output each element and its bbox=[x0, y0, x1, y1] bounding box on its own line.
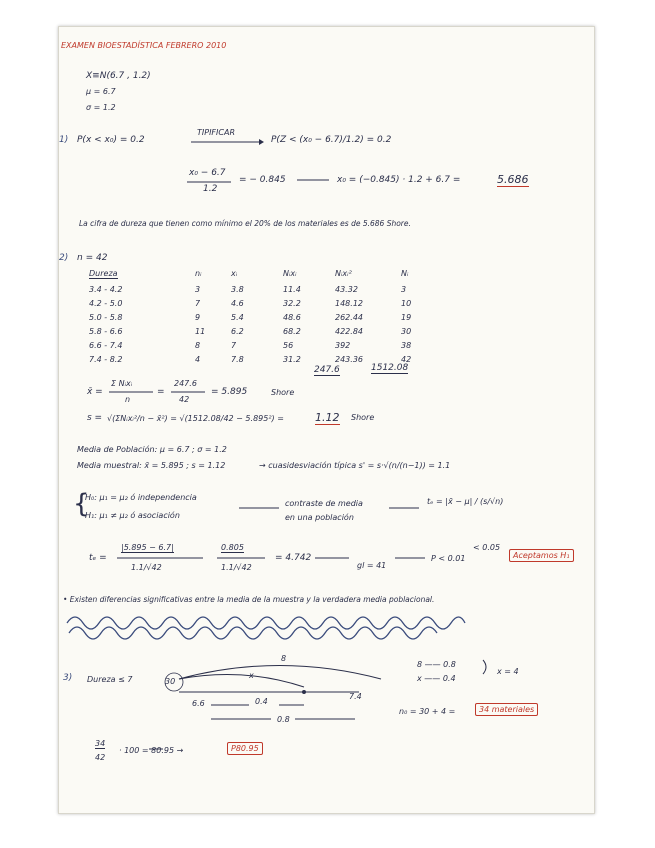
table-cell: 148.12 bbox=[335, 299, 363, 308]
tipificar-label: TIPIFICAR bbox=[197, 128, 236, 137]
sigma-value: σ = 1.2 bbox=[86, 103, 116, 112]
q3-0-8: 0.8 bbox=[277, 715, 290, 724]
q3-0-4: 0.4 bbox=[255, 697, 268, 706]
q1-z-value: = − 0.845 bbox=[239, 175, 286, 185]
pct-den: 42 bbox=[95, 753, 106, 762]
sd-result: 1.12 bbox=[315, 411, 340, 424]
table-header: Dureza bbox=[89, 269, 118, 278]
sample-mean: Media muestral: x̄ = 5.895 ; s = 1.12 bbox=[77, 461, 226, 470]
mean-num: 247.6 bbox=[174, 379, 197, 388]
table-cell: 30 bbox=[401, 327, 412, 336]
mean-lhs: x̄ = bbox=[87, 387, 103, 397]
te2-numerator: 0.805 bbox=[221, 543, 244, 552]
q2-conclusion: • Existen diferencias significativas entre la media de la muestra y la verdadera media poblacional. bbox=[63, 595, 435, 604]
exam-sheet bbox=[58, 26, 595, 814]
table-cell: 7 bbox=[231, 341, 237, 350]
q3-span-top: 8 bbox=[281, 654, 287, 663]
table-cell: 5.8 - 6.6 bbox=[89, 327, 123, 336]
table-cell: 48.6 bbox=[283, 313, 301, 322]
mu-value: μ = 6.7 bbox=[86, 87, 116, 96]
table-cell: 9 bbox=[195, 313, 201, 322]
tipificar-arrowhead bbox=[259, 139, 264, 145]
q3-label: 3) bbox=[63, 673, 73, 683]
distribution: X≡N(6.7 , 1.2) bbox=[86, 71, 151, 81]
q3-x-arc bbox=[179, 675, 304, 688]
table-header: nᵢ bbox=[195, 269, 202, 278]
h0: H₀: μ₁ = μ₂ ó independencia bbox=[85, 493, 197, 502]
alpha: < 0.05 bbox=[473, 543, 501, 552]
q1-frac-num: x₀ − 6.7 bbox=[189, 168, 226, 178]
hypothesis-brace: { bbox=[73, 489, 90, 519]
q3-x: x bbox=[249, 671, 254, 680]
q3-count: 30 bbox=[165, 677, 176, 686]
table-cell: 4 bbox=[195, 355, 201, 364]
table-cell: 42 bbox=[401, 355, 412, 364]
mean-den: 42 bbox=[179, 395, 190, 404]
te-lhs: tₑ = bbox=[89, 553, 107, 563]
exam-header: EXAMEN BIOESTADÍSTICA FEBRERO 2010 bbox=[61, 41, 227, 50]
table-header: xᵢ bbox=[231, 269, 238, 278]
sample-size: n = 42 bbox=[77, 253, 108, 263]
sheet-drawings bbox=[59, 27, 594, 813]
table-cell: 4.6 bbox=[231, 299, 244, 308]
q2-label: 2) bbox=[59, 253, 69, 263]
q1-frac-den: 1.2 bbox=[203, 184, 218, 194]
q3-6-6: 6.6 bbox=[192, 699, 205, 708]
table-cell: 262.44 bbox=[335, 313, 363, 322]
total-nx: 247.6 bbox=[314, 365, 340, 375]
table-cell: 68.2 bbox=[283, 327, 301, 336]
table-cell: 5.4 bbox=[231, 313, 244, 322]
table-cell: 4.2 - 5.0 bbox=[89, 299, 123, 308]
table-cell: 7.8 bbox=[231, 355, 244, 364]
q3-count-circle bbox=[165, 673, 183, 691]
mean-result: = 5.895 bbox=[211, 387, 248, 397]
q1-conclusion: La cifra de dureza que tienen como mínimo el 20% de los materiales es de 5.686 Shore. bbox=[79, 219, 411, 228]
mean-unit: Shore bbox=[271, 388, 295, 397]
table-header: Nᵢxᵢ bbox=[283, 269, 297, 278]
table-cell: 31.2 bbox=[283, 355, 301, 364]
pct-equation: · 100 = 80.95 → bbox=[119, 746, 184, 755]
te-denominator: 1.1/√42 bbox=[131, 563, 162, 572]
table-cell: 19 bbox=[401, 313, 412, 322]
t-formula: tₑ = |x̄ − μ| / (s/√n) bbox=[427, 497, 504, 506]
te-numerator: |5.895 − 6.7| bbox=[121, 543, 174, 552]
q1-label: 1) bbox=[59, 135, 69, 145]
sd-unit: Shore bbox=[351, 413, 375, 422]
sd-expression: √(ΣNᵢxᵢ²/n − x̄²) = √(1512.08/42 − 5.895²) = bbox=[107, 414, 284, 423]
table-cell: 6.6 - 7.4 bbox=[89, 341, 123, 350]
table-cell: 11 bbox=[195, 327, 206, 336]
table-cell: 8 bbox=[195, 341, 201, 350]
test-desc-2: en una población bbox=[285, 513, 354, 522]
table-cell: 5.0 - 5.8 bbox=[89, 313, 123, 322]
table-cell: 392 bbox=[335, 341, 351, 350]
q3-point-7 bbox=[302, 690, 306, 694]
total-nx2: 1512.08 bbox=[371, 363, 409, 373]
proportion-result: x = 4 bbox=[497, 667, 519, 676]
table-cell: 3 bbox=[401, 285, 407, 294]
n0-equation: n₀ = 30 + 4 = bbox=[399, 707, 456, 716]
q3-title: Dureza ≤ 7 bbox=[87, 675, 133, 684]
n0-box: 34 materiales bbox=[475, 703, 538, 716]
table-cell: 10 bbox=[401, 299, 412, 308]
table-cell: 3.8 bbox=[231, 285, 244, 294]
q3-top-arc bbox=[179, 666, 381, 680]
table-cell: 11.4 bbox=[283, 285, 301, 294]
q1-z-equation: P(Z < (x₀ − 6.7)/1.2) = 0.2 bbox=[271, 135, 392, 145]
q1-solution: x₀ = (−0.845) · 1.2 + 6.7 = bbox=[337, 175, 461, 185]
te-result: = 4.742 bbox=[275, 553, 312, 563]
table-cell: 6.2 bbox=[231, 327, 244, 336]
table-cell: 7 bbox=[195, 299, 201, 308]
p-value: P < 0.01 bbox=[431, 554, 466, 563]
table-cell: 38 bbox=[401, 341, 412, 350]
proportion-brace bbox=[483, 660, 486, 674]
table-cell: 3 bbox=[195, 285, 201, 294]
table-cell: 56 bbox=[283, 341, 294, 350]
proportion-b: x —— 0.4 bbox=[417, 674, 456, 683]
degrees-freedom: gl = 41 bbox=[357, 561, 387, 570]
mean-frac-num: Σ Nᵢxᵢ bbox=[111, 379, 133, 388]
q1-result: 5.686 bbox=[497, 173, 529, 186]
population-mean: Media de Población: μ = 6.7 ; σ = 1.2 bbox=[77, 445, 227, 454]
table-cell: 32.2 bbox=[283, 299, 301, 308]
h1: H₁: μ₁ ≠ μ₂ ó asociación bbox=[85, 511, 180, 520]
pct-num: 34 bbox=[95, 739, 106, 748]
test-desc-1: contraste de media bbox=[285, 499, 363, 508]
proportion-a: 8 —— 0.8 bbox=[417, 660, 456, 669]
percentile-box: P80.95 bbox=[227, 742, 263, 755]
sd-lhs: s = bbox=[87, 413, 103, 423]
q3-7-4: 7.4 bbox=[349, 692, 362, 701]
quasi-deviation: → cuasidesviación típica s' = s·√(n/(n−1)) = 1.1 bbox=[259, 461, 451, 470]
table-cell: 3.4 - 4.2 bbox=[89, 285, 123, 294]
mean-eq: = bbox=[157, 387, 165, 397]
table-header: Nᵢ bbox=[401, 269, 409, 278]
te2-denominator: 1.1/√42 bbox=[221, 563, 252, 572]
table-cell: 7.4 - 8.2 bbox=[89, 355, 123, 364]
table-header: Nᵢxᵢ² bbox=[335, 269, 352, 278]
table-cell: 422.84 bbox=[335, 327, 363, 336]
q1-equation: P(x < x₀) = 0.2 bbox=[77, 135, 145, 145]
mean-frac-den: n bbox=[125, 395, 131, 404]
table-cell: 43.32 bbox=[335, 285, 358, 294]
table-cell: 243.36 bbox=[335, 355, 363, 364]
decision-box: Aceptamos H₁ bbox=[509, 549, 574, 562]
